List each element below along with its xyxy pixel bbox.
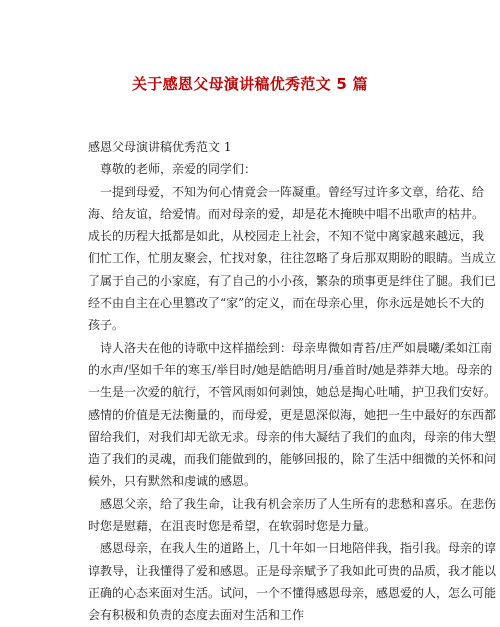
paragraph-line: 一提到母爱，不知为何心情竟会一阵凝重。曾经写过许多文章，给花、给 (100, 184, 485, 199)
paragraph-line: 经不由自主在心里篡改了“家”的定义，而在母亲心里，你永远是她长不大的 (88, 296, 485, 311)
paragraph-line: 留给我们，对我们却无欲无求。母亲的伟大凝结了我们的血肉，母亲的伟大塑 (88, 429, 497, 444)
paragraph-line: 感恩母亲，在我人生的道路上，几十年如一日地陪伴我，指引我。母亲的谆 (100, 541, 497, 556)
paragraph-line: 诗人洛夫在他的诗歌中这样描绘到：母亲卑微如青苔/庄严如晨曦/柔如江南 (100, 340, 493, 355)
document-body (88, 136, 497, 627)
paragraph-line: 的水声/坚如千年的寒玉/举目时/她是皓皓明月/垂首时/她是莽莽大地。母亲的 (88, 362, 493, 377)
paragraph-line: 谆教导，让我懂得了爱和感恩。正是母亲赋予了我如此可贵的品质，我才能以 (88, 563, 497, 578)
paragraph-line: 造了我们的灵魂，而我们能做到的，能够回报的，除了生活中细微的关怀和问 (88, 452, 497, 467)
paragraph-line: 海、给友谊，给爱情。而对母亲的爱，却是花木掩映中唱不出歌声的枯井。 (88, 206, 485, 221)
paragraph-line: 们忙工作，忙朋友聚会，忙找对象，往往忽略了身后那双期盼的眼睛。当成立 (88, 251, 497, 266)
paragraph-line: 了属于自己的小家庭，有了自己的小小孩，繁杂的琐事更是绊住了腿。我们已 (88, 273, 497, 288)
document-title: 关于感恩父母演讲稿优秀范文 5 篇 (132, 75, 368, 93)
paragraph-line: 一生是一次爱的航行，不管风雨如何剥蚀，她总是掏心吐哺，护卫我们安好。 (88, 385, 497, 400)
paragraph-line: 感恩父亲，给了我生命，让我有机会亲历了人生所有的悲愁和喜乐。在悲伤 (100, 496, 497, 511)
paragraph-line: 会有积极和负责的态度去面对生活和工作 (88, 608, 305, 623)
paragraph-line: 成长的历程大抵都是如此，从校园走上社会，不知不觉中离家越来越远，我 (88, 229, 485, 244)
paragraph-line: 时您是慰藉，在沮丧时您是希望，在软弱时您是力量。 (88, 519, 377, 534)
paragraph-line: 候外，只有默然和虔诚的感恩。 (88, 474, 257, 489)
paragraph-line: 感情的价值是无法衡量的，而母爱，更是恩深似海，她把一生中最好的东西都 (88, 407, 497, 422)
paragraph-line: 正确的心态来面对生活。试问，一个不懂得感恩母亲，感恩爱的人，怎么可能 (88, 585, 497, 600)
section-heading: 感恩父母演讲稿优秀范文 1 (88, 140, 232, 154)
paragraph-line: 孩子。 (88, 318, 125, 333)
greeting-line: 尊敬的老师，亲爱的同学们： (100, 162, 257, 177)
